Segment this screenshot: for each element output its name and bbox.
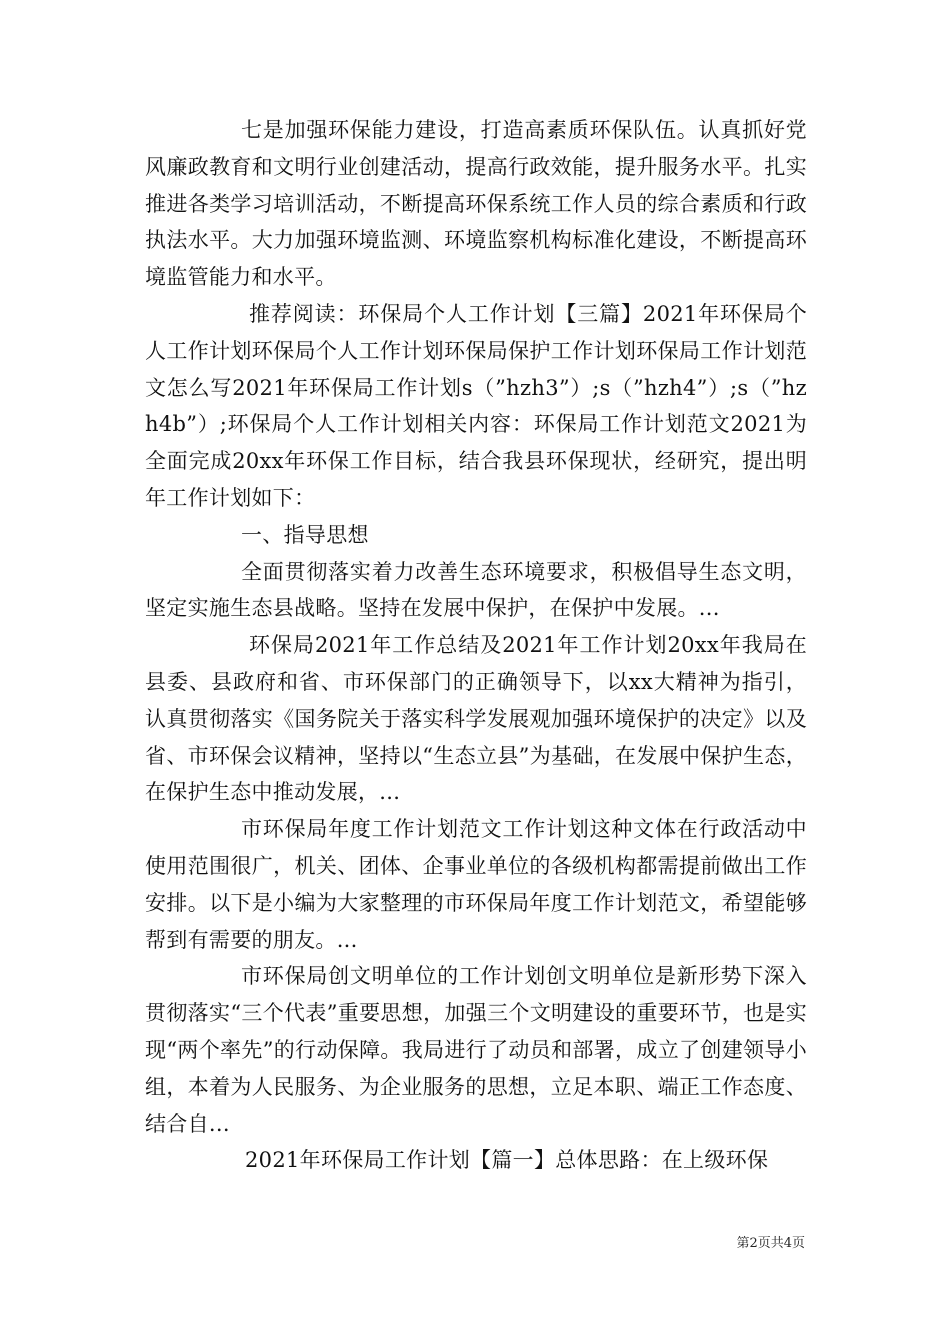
section-heading-guiding-ideology: 一、指导思想 xyxy=(241,522,369,547)
document-body xyxy=(145,112,807,1179)
paragraph-plan-part-one: 2021年环保局工作计划【篇一】总体思路：在上级环保 xyxy=(245,1148,769,1173)
paragraph-civilized-unit: 市环保局创文明单位的工作计划创文明单位是新形势下深入贯彻落实“三个代表”重要思想，加强三个文明建设的重要环节，也是实现“两个率先”的行动保障。我局进行了动员和部署，成立了创建领导小组，本着为人民服务、为企业服务的思想，立足本职、端正工作态度、结合自... xyxy=(145,964,807,1136)
paragraph-guiding-ideology: 全面贯彻落实着力改善生态环境要求，积极倡导生态文明，坚定实施生态县战略。坚持在发展中保护，在保护中发展。... xyxy=(145,559,807,621)
paragraph-capacity-building: 七是加强环保能力建设，打造高素质环保队伍。认真抓好党风廉政教育和文明行业创建活动，提高行政效能，提升服务水平。扎实推进各类学习培训活动，不断提高环保系统工作人员的综合素质和行政执法水平。大力加强环境监测、环境监察机构标准化建设，不断提高环境监管能力和水平。 xyxy=(145,118,807,290)
paragraph-recommended-reading: 推荐阅读：环保局个人工作计划【三篇】2021年环保局个人工作计划环保局个人工作计划环保局保护工作计划环保局工作计划范文怎么写2021年环保局工作计划s（”hzh3”）;s（”hzh4”）;s（”hzh4b”）;环保局个人工作计划相关内容：环保局工作计划范文2021为全面完成20xx年环保工作目标，结合我县环保现状，经研究，提出明年工作计划如下： xyxy=(145,301,807,510)
paragraph-city-plan: 市环保局年度工作计划范文工作计划这种文体在行政活动中使用范围很广，机关、团体、企事业单位的各级机构都需提前做出工作安排。以下是小编为大家整理的市环保局年度工作计划范文，希望能够帮到有需要的朋友。... xyxy=(145,817,807,952)
page-number-footer: 第2页共4页 xyxy=(736,1236,805,1251)
paragraph-annual-summary: 环保局2021年工作总结及2021年工作计划20xx年我局在县委、县政府和省、市环保部门的正确领导下，以xx大精神为指引，认真贯彻落实《国务院关于落实科学发展观加强环境保护的决定》以及省、市环保会议精神，坚持以“生态立县”为基础，在发展中保护生态，在保护生态中推动发展，... xyxy=(145,633,807,805)
